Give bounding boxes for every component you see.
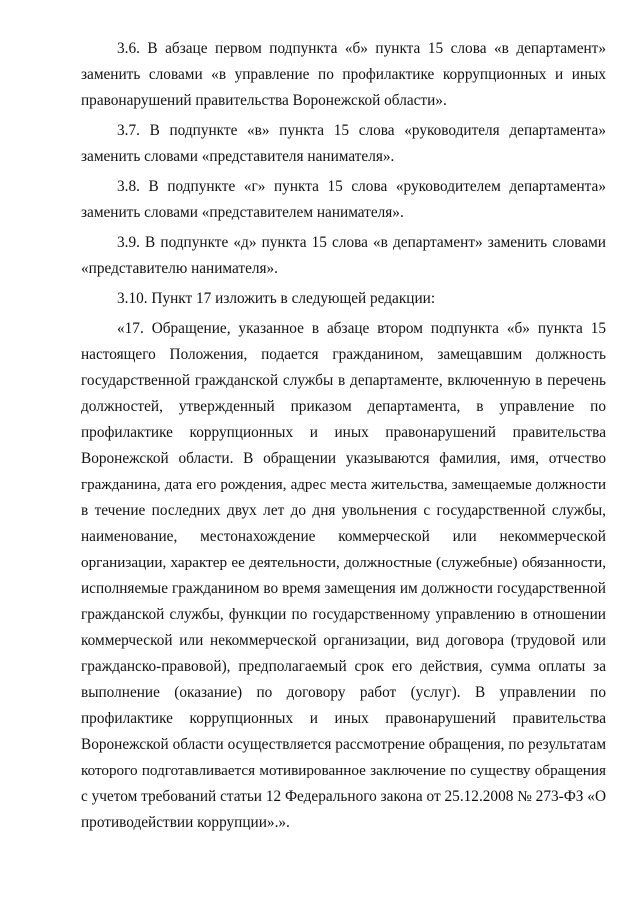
text-line: с учетом требований статьи 12 Федерального закона от 25.12.2008 № 273-ФЗ «О [81,788,606,805]
paragraph-3-8 [81,174,606,226]
text-line: гражданско-правовой), предполагаемый срок его действия, сумма оплаты за [81,658,606,675]
text-line: Воронежской области осуществляется рассмотрение обращения, по результатам [81,736,606,753]
text-line: настоящего Положения, подается гражданином, замещавшим должность [81,346,606,363]
text-line: в течение последних двух лет до дня увольнения с государственной службы, [81,502,606,519]
text-line: «17. Обращение, указанное в абзаце втором подпункта «б» пункта 15 [117,320,606,337]
text-line: 3.7. В подпункте «в» пункта 15 слова «руководителя департамента» [117,122,606,139]
text-line: противодействии коррупции».». [81,814,290,831]
text-line: организации, характер ее деятельности, должностные (служебные) обязанности, [81,554,606,571]
text-line: профилактике коррупционных и иных правонарушений правительства [81,710,606,727]
paragraph-3-6 [81,36,606,114]
text-line: государственной гражданской службы в департаменте, включенную в перечень [81,372,606,389]
text-line: заменить словами «представителем нанимателя». [81,204,404,221]
text-line: правонарушений правительства Воронежской области». [81,92,447,109]
text-line: 3.10. Пункт 17 изложить в следующей редакции: [117,290,436,307]
text-line: наименование, местонахождение коммерческой или некоммерческой [81,528,606,545]
text-line: Воронежской области. В обращении указываются фамилия, имя, отчество [81,450,606,467]
text-line: заменить словами «представителя нанимателя». [81,148,395,165]
paragraph-3-9 [81,230,606,282]
text-line: исполняемые гражданином во время замещения им должности государственной [81,580,606,597]
text-line: гражданской службы, функции по государственному управлению в отношении [81,606,606,623]
text-line: заменить словами «в управление по профилактике коррупционных и иных [81,66,606,83]
text-line: 3.8. В подпункте «г» пункта 15 слова «руководителем департамента» [117,178,606,195]
text-line: «представителю нанимателя». [81,260,279,277]
text-line: которого подготавливается мотивированное заключение по существу обращения [81,762,606,779]
text-line: профилактике коррупционных и иных правонарушений правительства [81,424,606,441]
text-line: выполнение (оказание) по договору работ (услуг). В управлении по [81,684,606,701]
text-line: 3.6. В абзаце первом подпункта «б» пункта 15 слова «в департамент» [117,40,606,57]
text-line: коммерческой или некоммерческой организации, вид договора (трудовой или [81,632,606,649]
paragraph-17 [81,316,606,836]
paragraph-3-10 [81,286,606,312]
document-page [81,36,606,836]
text-line: 3.9. В подпункте «д» пункта 15 слова «в департамент» заменить словами [117,234,606,251]
text-line: должностей, утвержденный приказом департамента, в управление по [81,398,606,415]
text-line: гражданина, дата его рождения, адрес места жительства, замещаемые должности [81,477,606,493]
paragraph-3-7 [81,118,606,170]
